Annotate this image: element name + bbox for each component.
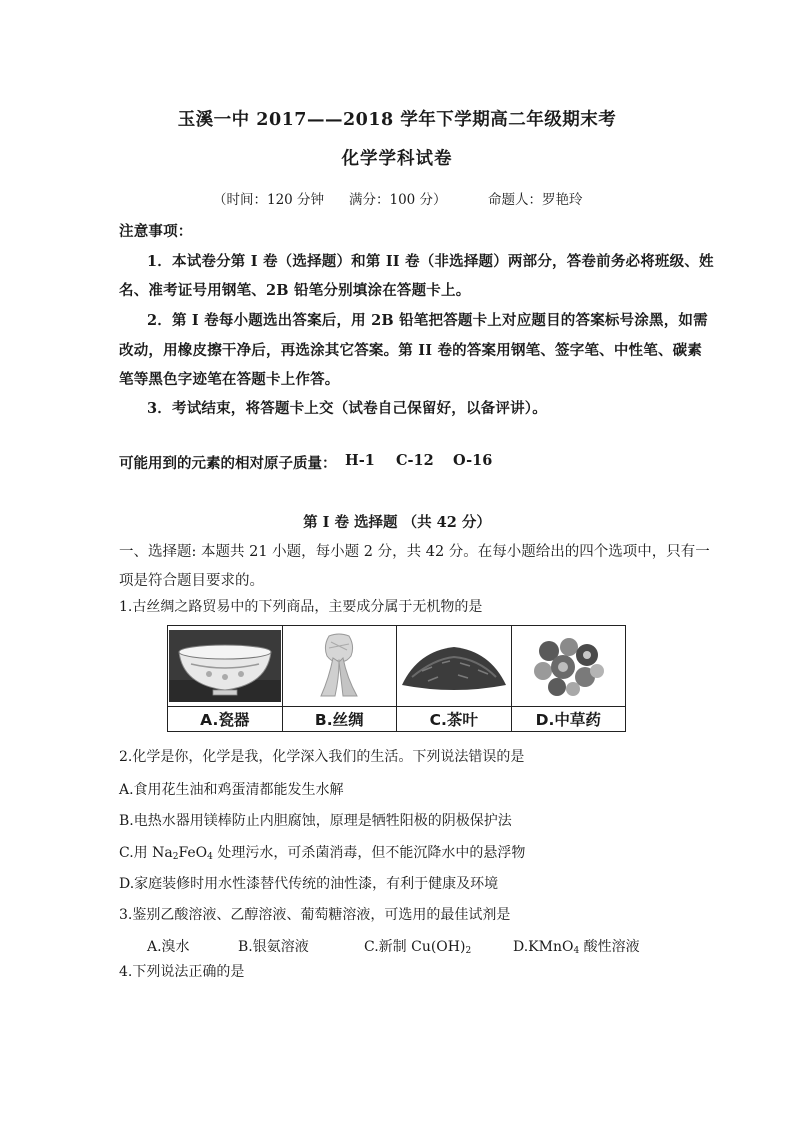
q2-option-b: B.电热水器用镁棒防止内胆腐蚀，原理是牺牲阳极的阴极保护法 [119, 813, 512, 829]
q2-option-c: C.用 $Na_2FeO_4$ 处理污水，可杀菌消毒，但不能沉降水中的悬浮物 [119, 845, 526, 862]
q3-stem: 3.鉴别乙酸溶液、乙醇溶液、葡萄糖溶液，可选用的最佳试剂是 [119, 907, 511, 923]
q3-option-c: C.新制 $Cu(OH)_2$ [364, 939, 472, 956]
exam-time: （时间：120 分钟 [213, 192, 325, 208]
q3-option-a: A.溴水 [147, 939, 190, 955]
section-1-intro-line-1: 一、选择题: 本题共 21 小题，每小题 2 分，共 42 分。在每小题给出的四个选项中，只有一 [119, 544, 710, 560]
note-1-line-1: 1．本试卷分第 I 卷（选择题）和第 II 卷（非选择题）两部分，答卷前务必将班级、姓 [147, 253, 714, 270]
note-3: 3．考试结束，将答题卡上交（试卷自己保留好，以备评讲）。 [147, 400, 547, 417]
q1-image-cell-b [282, 626, 397, 707]
q1-option-a: A.瓷器 [168, 707, 283, 732]
section-1-intro-line-2: 项是符合题目要求的。 [119, 573, 264, 589]
q1-option-d: D.中草药 [511, 707, 626, 732]
atomic-mass-label: 可能用到的元素的相对原子质量： [119, 455, 337, 472]
silk-scarf-image [299, 630, 379, 702]
note-2-line-1: 2．第 I 卷每小题选出答案后，用 2B 铅笔把答题卡上对应题目的答案标号涂黑，如需 [147, 312, 708, 329]
exam-subtitle: 化学学科试卷 [341, 149, 453, 169]
tea-leaves-image [398, 633, 510, 699]
q2-option-a: A.食用花生油和鸡蛋清都能发生水解 [119, 782, 344, 798]
q1-image-table [167, 625, 626, 732]
q2-stem: 2.化学是你，化学是我，化学深入我们的生活。下列说法错误的是 [119, 749, 525, 765]
q1-option-b: B.丝绸 [282, 707, 397, 732]
q2-option-d: D.家庭装修时用水性漆替代传统的油性漆，有利于健康及环境 [119, 876, 499, 892]
note-1-line-2: 名、准考证号用钢笔、2B 铅笔分别填涂在答题卡上。 [119, 282, 471, 299]
exam-title: 玉溪一中 2017——2018 学年下学期高二年级期末考 [177, 110, 617, 130]
atomic-mass-o: O-16 [453, 452, 493, 469]
q3-option-d: D.KMnO$_4$ 酸性溶液 [513, 939, 640, 956]
exam-score: 满分：100 分） [349, 192, 447, 208]
q1-image-cell-a [168, 626, 283, 707]
section-1-title: 第 I 卷 选择题 （共 42 分） [303, 514, 491, 531]
exam-author: 命题人：罗艳玲 [488, 192, 583, 208]
q1-option-c: C.茶叶 [397, 707, 512, 732]
atomic-mass-c: C-12 [396, 452, 434, 469]
q1-image-cell-d [511, 626, 626, 707]
q1-image-cell-c [397, 626, 512, 707]
note-2-line-2: 改动，用橡皮擦干净后，再选涂其它答案。第 II 卷的答案用钢笔、签字笔、中性笔、碳素 [119, 342, 703, 359]
q1-stem: 1.古丝绸之路贸易中的下列商品，主要成分属于无机物的是 [119, 599, 483, 615]
notes-heading: 注意事项： [119, 223, 193, 240]
q4-stem: 4.下列说法正确的是 [119, 964, 245, 980]
porcelain-bowl-image [169, 630, 281, 702]
note-2-line-3: 笔等黑色字迹笔在答题卡上作答。 [119, 371, 340, 388]
herbal-medicine-image [525, 631, 611, 701]
q3-option-b: B.银氨溶液 [238, 939, 309, 955]
atomic-mass-h: H-1 [345, 452, 375, 469]
